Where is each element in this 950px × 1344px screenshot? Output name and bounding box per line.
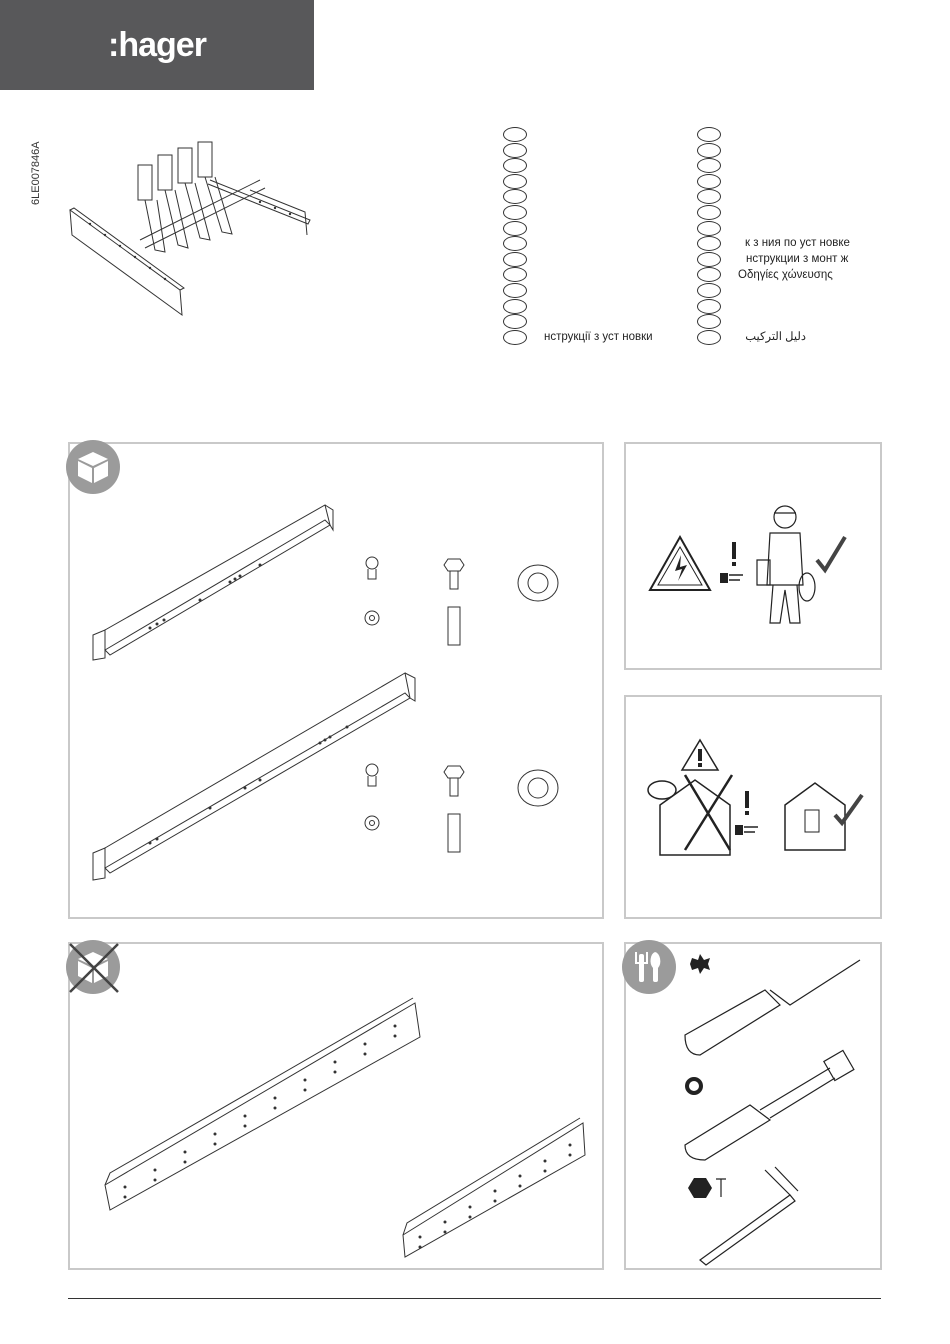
- language-label-greek: Οδηγίες χώνευσης: [738, 269, 833, 281]
- language-oval: [697, 267, 721, 282]
- language-oval: [697, 127, 721, 142]
- language-oval: [697, 236, 721, 251]
- language-oval: [697, 283, 721, 298]
- language-oval: [697, 205, 721, 220]
- language-label-arabic: دليل التركيب: [745, 331, 806, 343]
- electrician-warning-icon: [645, 505, 860, 640]
- brand-logo: :hager: [108, 26, 206, 64]
- hex-key-illustration: [680, 1165, 840, 1270]
- language-oval: [697, 221, 721, 236]
- language-oval: [503, 236, 527, 251]
- language-oval: [503, 127, 527, 142]
- perforated-rail-long-illustration: [95, 995, 425, 1215]
- language-label-russian-2: нструкции з монт ж: [746, 253, 849, 265]
- language-oval: [697, 158, 721, 173]
- torx-screwdriver-illustration: [680, 950, 880, 1060]
- language-oval-column-2: [697, 127, 721, 345]
- language-oval-column-1: [503, 127, 527, 345]
- perforated-rail-short-illustration: [395, 1115, 590, 1260]
- language-oval: [503, 283, 527, 298]
- language-oval: [503, 299, 527, 314]
- mounting-rail-illustration: [85, 500, 345, 665]
- hardware-set-bottom: [360, 760, 580, 855]
- language-oval: [503, 330, 527, 345]
- language-oval: [503, 174, 527, 189]
- hardware-set-top: [360, 555, 580, 650]
- language-oval: [503, 205, 527, 220]
- language-label-russian-1: к з ния по уст новке: [745, 237, 850, 249]
- house-warning-icon: [640, 735, 870, 865]
- language-oval: [503, 143, 527, 158]
- language-oval: [697, 143, 721, 158]
- box-icon: [66, 440, 120, 494]
- brand-logo-block: [0, 0, 314, 90]
- language-oval: [697, 330, 721, 345]
- language-oval: [503, 252, 527, 267]
- box-crossed-icon: [66, 940, 120, 994]
- language-oval: [697, 189, 721, 204]
- language-oval: [503, 267, 527, 282]
- language-oval: [697, 299, 721, 314]
- tools-icon: [622, 940, 676, 994]
- language-oval: [503, 314, 527, 329]
- language-oval: [503, 158, 527, 173]
- language-label-ukrainian: нструкції з уст новки: [544, 331, 653, 343]
- language-oval: [697, 174, 721, 189]
- language-oval: [697, 252, 721, 267]
- language-oval: [503, 189, 527, 204]
- language-oval: [697, 314, 721, 329]
- socket-screwdriver-illustration: [680, 1050, 880, 1165]
- footer-divider: [68, 1298, 881, 1299]
- language-oval: [503, 221, 527, 236]
- busbar-assembly-illustration: [60, 140, 320, 310]
- document-reference: 6LE007846A: [30, 141, 42, 205]
